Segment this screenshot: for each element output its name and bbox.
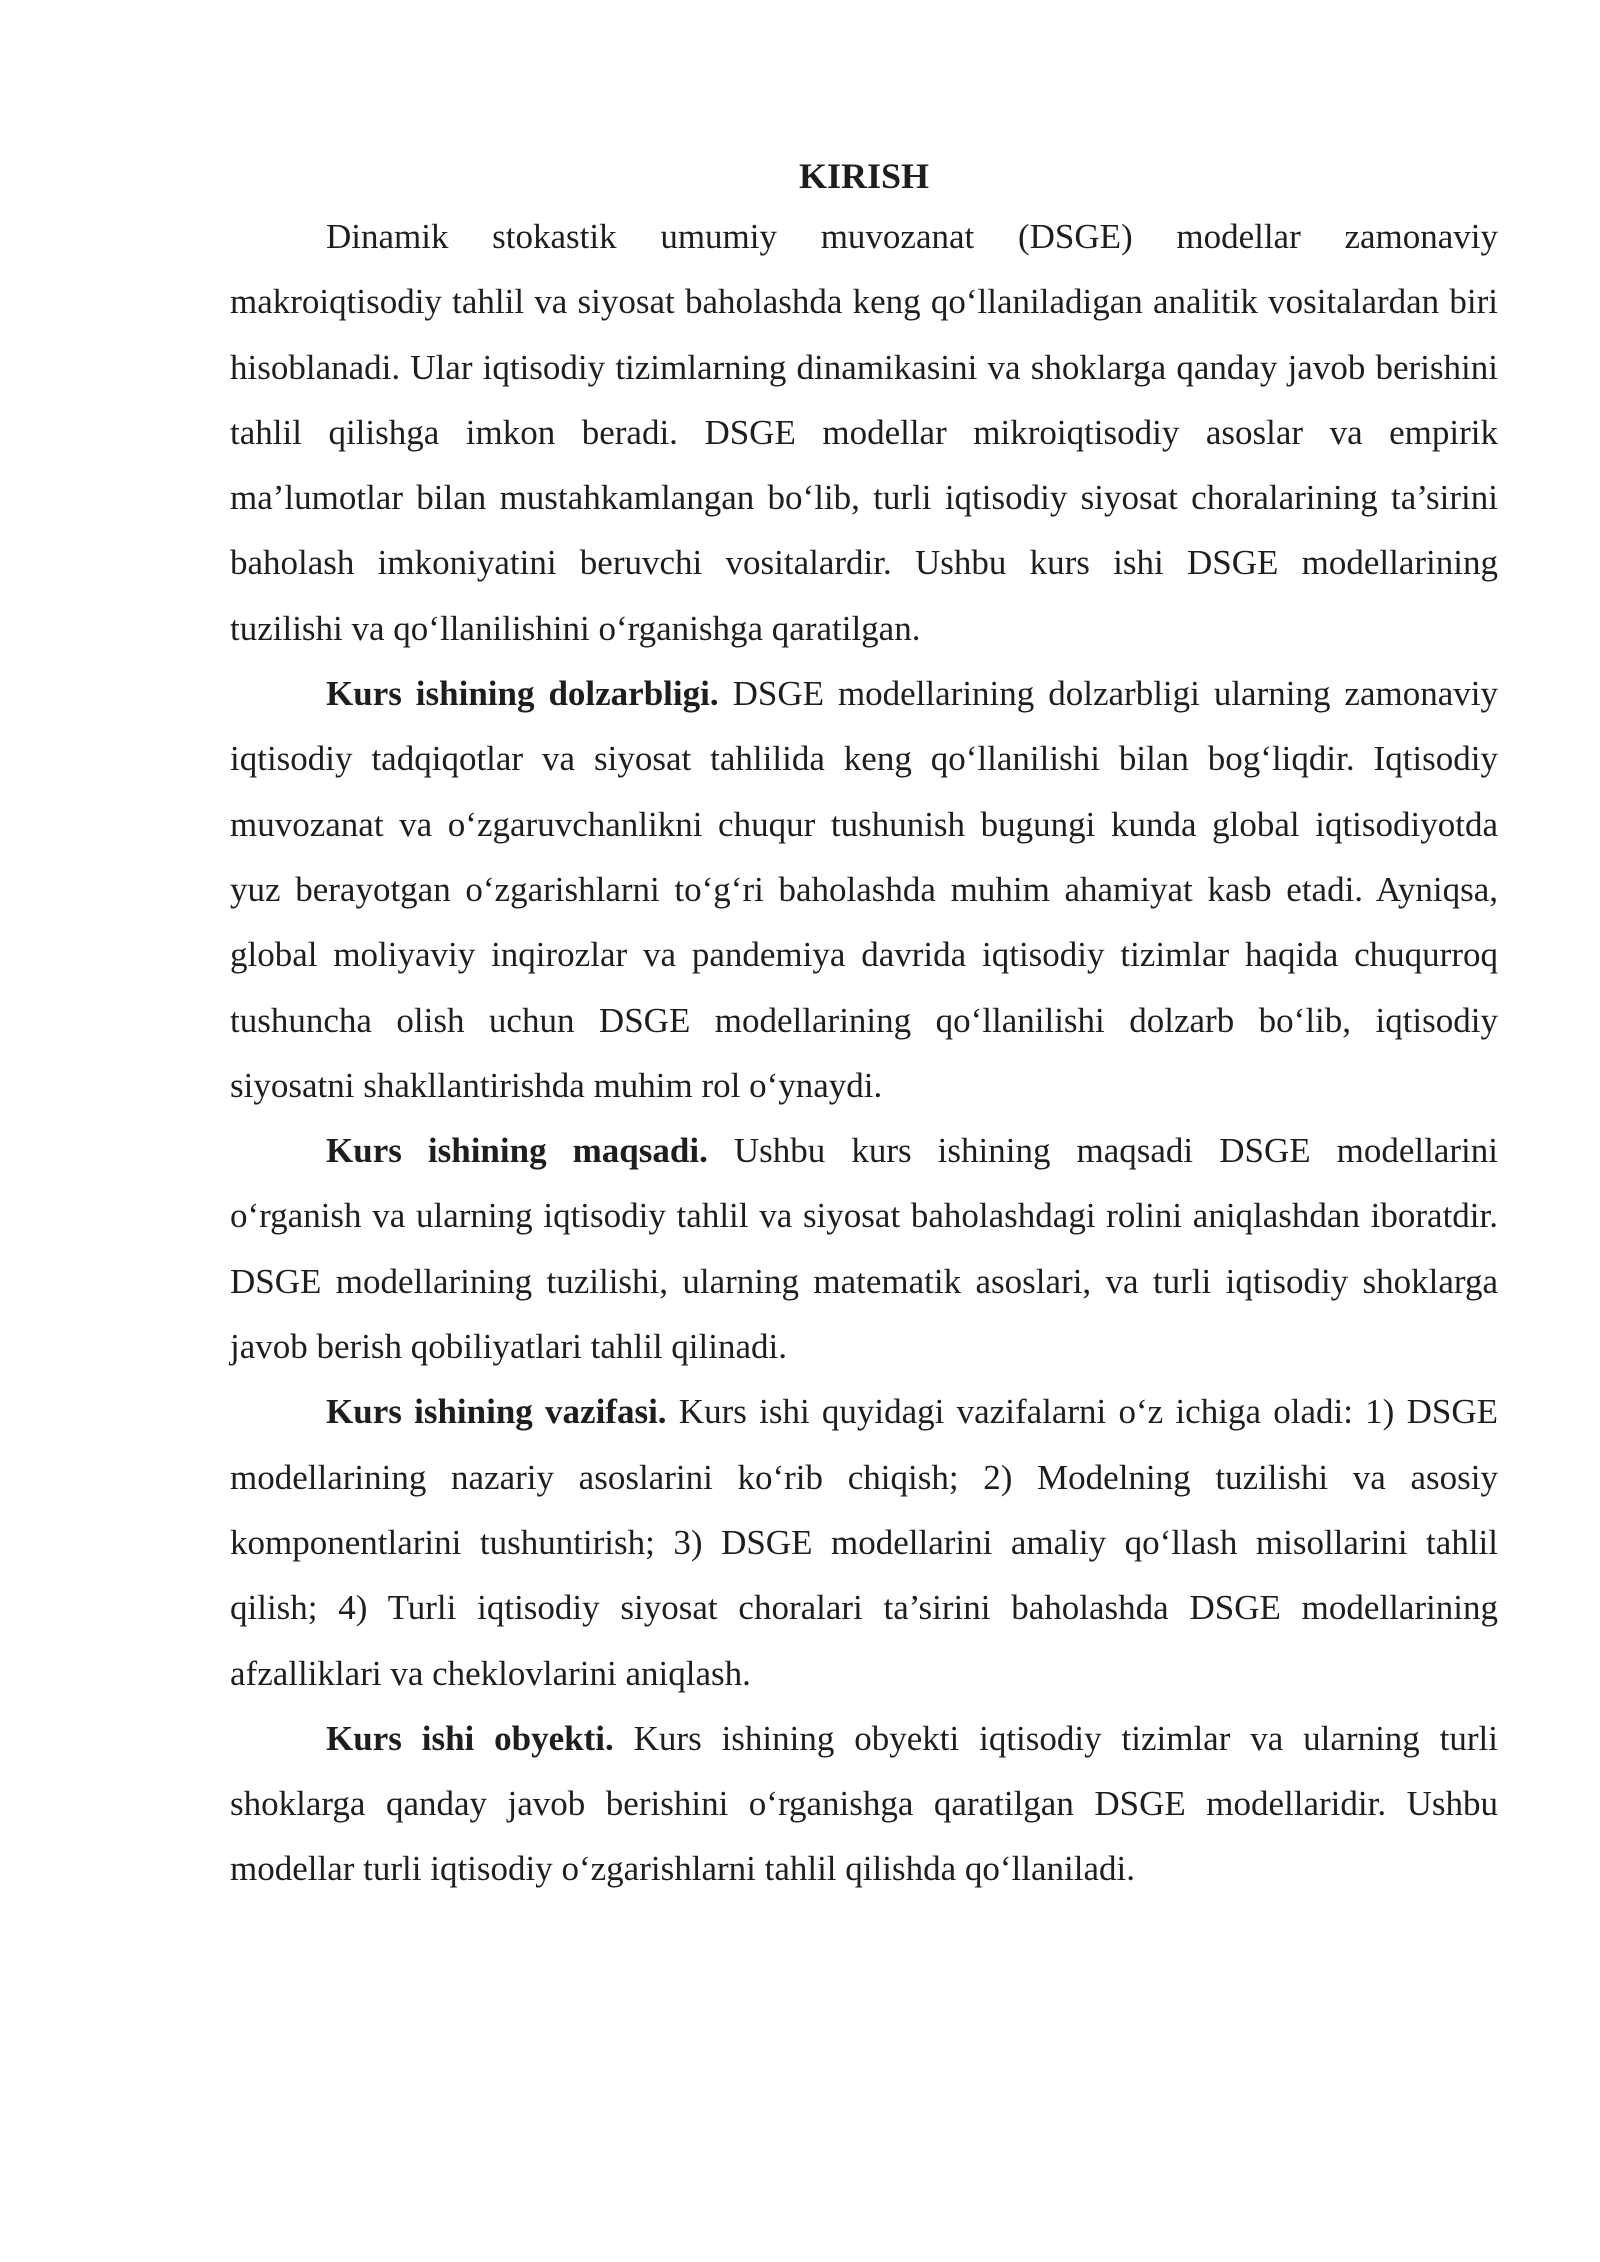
section-relevance	[230, 661, 1498, 1118]
section-object	[230, 1706, 1498, 1902]
intro-paragraph: Dinamik stokastik umumiy muvozanat (DSGE) modellar zamonaviy makroiqtisodiy tahlil va siyosat baholashda keng qo‘llaniladigan analitik vositalardan biri hisoblanadi. Ular iqtisodiy tizimlarning dinamikasini va shoklarga qanday javob berishini tahlil qilishga imkon beradi. DSGE modellar mikroiqtisodiy asoslar va empirik ma’lumotlar bilan mustahkamlangan bo‘lib, turli iqtisodiy siyosat choralarining ta’sirini baholash imkoniyatini beruvchi vositalardir. Ushbu kurs ishi DSGE modellarining tuzilishi va qo‘llanilishini o‘rganishga qaratilgan.	[230, 217, 1498, 648]
section-heading: Kurs ishi obyekti.	[326, 1718, 614, 1758]
section-heading: Kurs ishining vazifasi.	[326, 1392, 667, 1432]
section-text: Kurs ishining obyekti iqtisodiy tizimlar va ularning turli shoklarga qanday javob berishini o‘rganishga qaratilgan DSGE modellaridir. Ushbu modellar turli iqtisodiy o‘zgarishlarni tahlil qilishda qo‘llaniladi.	[230, 1718, 1498, 1889]
section-text: Kurs ishi quyidagi vazifalarni o‘z ichiga oladi: 1) DSGE modellarining nazariy asoslarini ko‘rib chiqish; 2) Modelning tuzilishi va asosiy komponentlarini tushuntirish; 3) DSGE modellarini amaliy qo‘llash misollarini tahlil qilish; 4) Turli iqtisodiy siyosat choralari ta’sirini baholashda DSGE modellarining afzalliklari va cheklovlarini aniqlash.	[230, 1392, 1498, 1693]
section-text: Ushbu kurs ishining maqsadi DSGE modellarini o‘rganish va ularning iqtisodiy tahlil va siyosat baholashdagi rolini aniqlashdan iboratdir. DSGE modellarining tuzilishi, ularning matematik asoslari, va turli iqtisodiy shoklarga javob berish qobiliyatlari tahlil qilinadi.	[230, 1131, 1498, 1367]
section-tasks	[230, 1379, 1498, 1705]
section-heading: Kurs ishining dolzarbligi.	[326, 674, 719, 714]
section-text: DSGE modellarining dolzarbligi ularning zamonaviy iqtisodiy tadqiqotlar va siyosat tahlilida keng qo‘llanilishi bilan bog‘liqdir. Iqtisodiy muvozanat va o‘zgaruvchanlikni chuqur tushunish bugungi kunda global iqtisodiyotda yuz berayotgan o‘zgarishlarni to‘g‘ri baholashda muhim ahamiyat kasb etadi. Ayniqsa, global moliyaviy inqirozlar va pandemiya davrida iqtisodiy tizimlar haqida chuqurroq tushuncha olish uchun DSGE modellarining qo‘llanilishi dolzarb bo‘lib, iqtisodiy siyosatni shakllantirishda muhim rol o‘ynaydi.	[230, 674, 1498, 1105]
section-heading: Kurs ishining maqsadi.	[326, 1131, 708, 1171]
page-title: KIRISH	[798, 156, 930, 196]
document-page	[230, 148, 1498, 1902]
section-goal	[230, 1118, 1498, 1379]
